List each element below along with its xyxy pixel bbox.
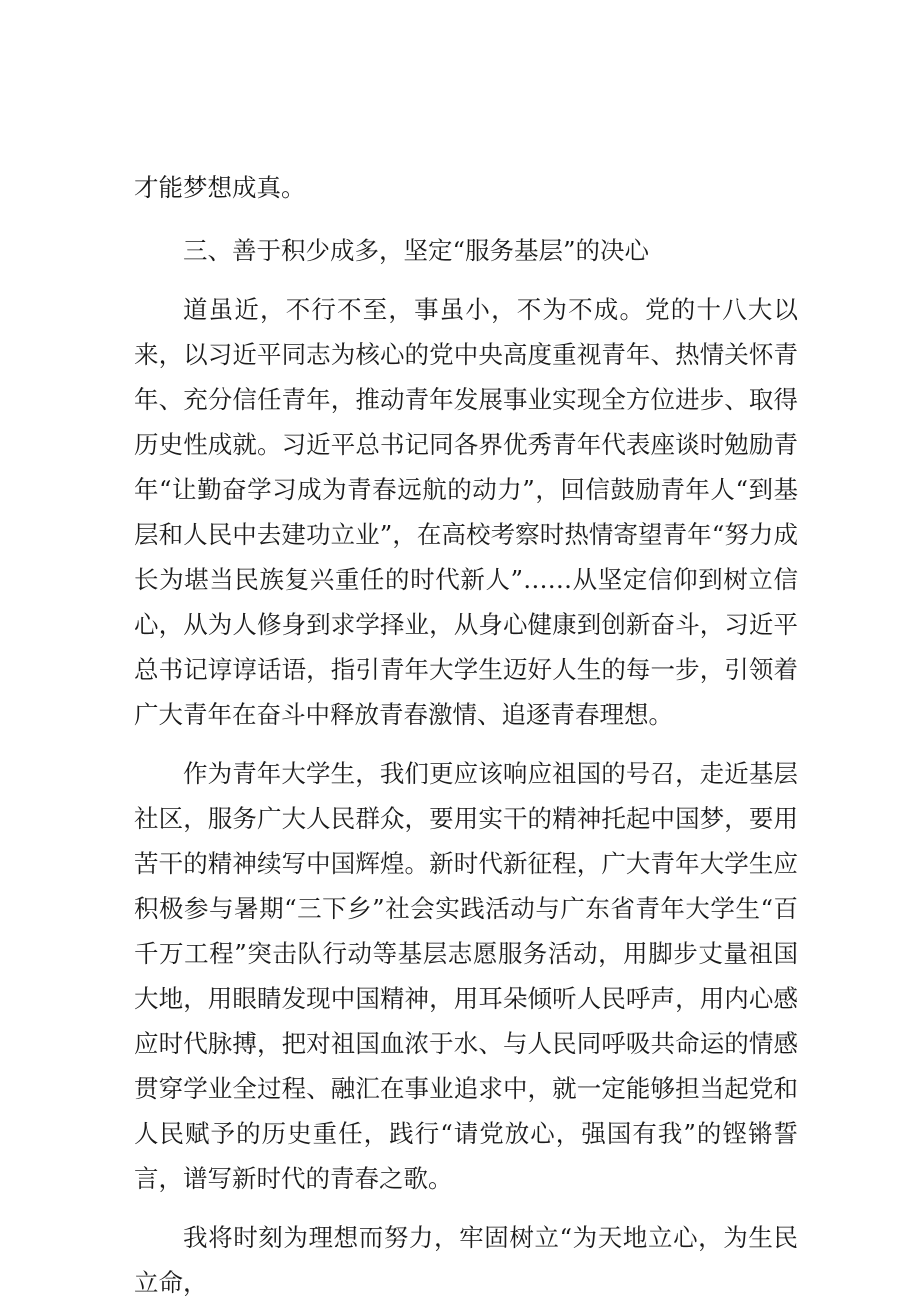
section-heading: 三、善于积少成多，坚定“服务基层”的决心 — [183, 236, 650, 265]
paragraph-body: 作为青年大学生，我们更应该响应祖国的号召，走近基层社区，服务广大人民群众，要用实干的精神托起中国梦，要用苦干的精神续写中国辉煌。新时代新征程，广大青年大学生应积极参与暑期“三下乡”社会实践活动与广东省青年大学生“百千万工程”突击队行动等基层志愿服务活动，用脚步丈量祖国大地，用眼睛发现中国精神，用耳朵倾听人民呼声，用内心感应时代脉搏，把对祖国血浓于水、与人民同呼吸共命运的情感贯穿学业全过程、融汇在事业追求中，就一定能够担当起党和人民赋予的历史重任，践行“请党放心，强国有我”的铿锵誓言，谱写新时代的青春之歌。 — [134, 759, 798, 1193]
paragraph-body: 我将时刻为理想而努力，牢固树立“为天地立心，为生民立命， — [134, 1223, 798, 1297]
document-body — [134, 165, 798, 1305]
paragraph-body: 道虽近，不行不至，事虽小，不为不成。党的十八大以来，以习近平同志为核心的党中央高度重视青年、热情关怀青年、充分信任青年，推动青年发展事业实现全方位进步、取得历史性成就。习近平总书记同各界优秀青年代表座谈时勉励青年“让勤奋学习成为青春远航的动力”，回信鼓励青年人“到基层和人民中去建功立业”，在高校考察时热情寄望青年“努力成长为堪当民族复兴重任的时代新人”……从坚定信仰到树立信心，从为人修身到求学择业，从身心健康到创新奋斗，习近平总书记谆谆话语，指引青年大学生迈好人生的每一步，引领着广大青年在奋斗中释放青春激情、追逐青春理想。 — [134, 295, 798, 729]
paragraph-continuation: 才能梦想成真。 — [134, 173, 306, 202]
